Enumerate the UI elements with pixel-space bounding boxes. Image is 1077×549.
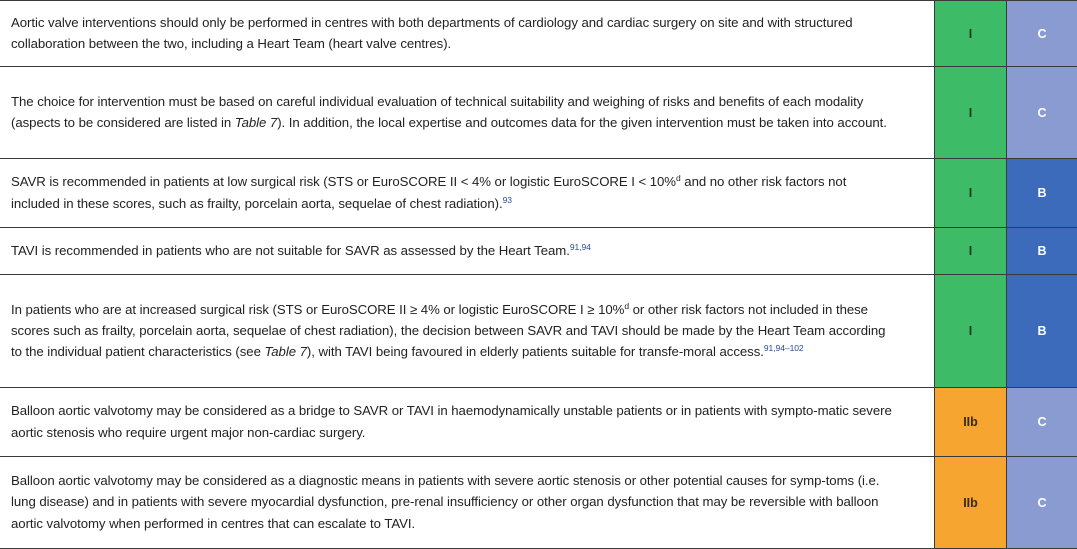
class-badge: I bbox=[935, 67, 1007, 159]
table-row bbox=[0, 388, 1077, 457]
reference-citation[interactable]: 91,94 bbox=[570, 242, 591, 252]
recommendation-text bbox=[0, 275, 935, 388]
class-badge: IIb bbox=[935, 388, 1007, 457]
recommendation-text-part: ), with TAVI being favoured in elderly patients suitable for transfe-moral access. bbox=[307, 344, 764, 359]
recommendation-text-part: Balloon aortic valvotomy may be considered as a diagnostic means in patients with severe aortic stenosis or other potential causes for symp-toms (i.e. lung disease) and in patients with severe myocardial dysfunction, pre-renal insufficiency or other organ dysfunction that may be reversible with balloon aortic valvotomy when performed in centres that can escalate to TAVI. bbox=[11, 473, 879, 530]
recommendation-text-part: TAVI is recommended in patients who are not suitable for SAVR as assessed by the Heart Team. bbox=[11, 243, 570, 258]
recommendation-text-part: In patients who are at increased surgical risk (STS or EuroSCORE II ≥ 4% or logistic EuroSCORE I ≥ 10% bbox=[11, 302, 624, 317]
level-badge: B bbox=[1007, 228, 1077, 275]
recommendation-text bbox=[0, 228, 935, 275]
recommendation-text-part: or other risk factors not included in these scores such as frailty, porcelain aorta, sequelae of chest radiation), the decision between SAVR and TAVI should be made by the Heart Team according to the individual patient characteristics (see bbox=[11, 302, 885, 359]
reference-citation[interactable]: 93 bbox=[503, 195, 512, 205]
table-row bbox=[0, 457, 1077, 549]
recommendation-text bbox=[0, 1, 935, 67]
class-badge: I bbox=[935, 159, 1007, 228]
footnote-marker: d bbox=[624, 301, 629, 311]
recommendation-text bbox=[0, 457, 935, 549]
recommendation-text bbox=[0, 159, 935, 228]
recommendation-text-part: SAVR is recommended in patients at low surgical risk (STS or EuroSCORE II < 4% or logistic EuroSCORE I < 10% bbox=[11, 174, 676, 189]
class-badge: I bbox=[935, 275, 1007, 388]
recommendation-text-part: The choice for intervention must be based on careful individual evaluation of technical suitability and weighing of risks and benefits of each modality (aspects to be considered are listed in bbox=[11, 94, 863, 130]
level-badge: C bbox=[1007, 67, 1077, 159]
level-badge: C bbox=[1007, 457, 1077, 549]
level-badge: B bbox=[1007, 159, 1077, 228]
table-row bbox=[0, 159, 1077, 228]
table-row bbox=[0, 228, 1077, 275]
table-reference: Table 7 bbox=[264, 344, 306, 359]
footnote-marker: d bbox=[676, 173, 681, 183]
recommendation-text-part: ). In addition, the local expertise and outcomes data for the given intervention must be taken into account. bbox=[277, 115, 887, 130]
table-row bbox=[0, 67, 1077, 159]
recommendation-text bbox=[0, 67, 935, 159]
table-reference: Table 7 bbox=[235, 115, 277, 130]
class-badge: IIb bbox=[935, 457, 1007, 549]
table-row bbox=[0, 1, 1077, 67]
level-badge: C bbox=[1007, 388, 1077, 457]
recommendation-text-part: and no other risk factors not included in these scores, such as frailty, porcelain aorta, sequelae of chest radiation). bbox=[11, 174, 846, 210]
recommendation-text-part: Aortic valve interventions should only be performed in centres with both departments of cardiology and cardiac surgery on site and with structured collaboration between the two, including a Heart Team (heart valve centres). bbox=[11, 15, 853, 51]
table-row bbox=[0, 275, 1077, 388]
reference-citation[interactable]: 91,94–102 bbox=[764, 343, 804, 353]
recommendation-text bbox=[0, 388, 935, 457]
class-badge: I bbox=[935, 228, 1007, 275]
level-badge: B bbox=[1007, 275, 1077, 388]
level-badge: C bbox=[1007, 1, 1077, 67]
class-badge: I bbox=[935, 1, 1007, 67]
recommendation-text-part: Balloon aortic valvotomy may be considered as a bridge to SAVR or TAVI in haemodynamically unstable patients or in patients with sympto-matic severe aortic stenosis who require urgent major non-cardiac surgery. bbox=[11, 403, 892, 439]
